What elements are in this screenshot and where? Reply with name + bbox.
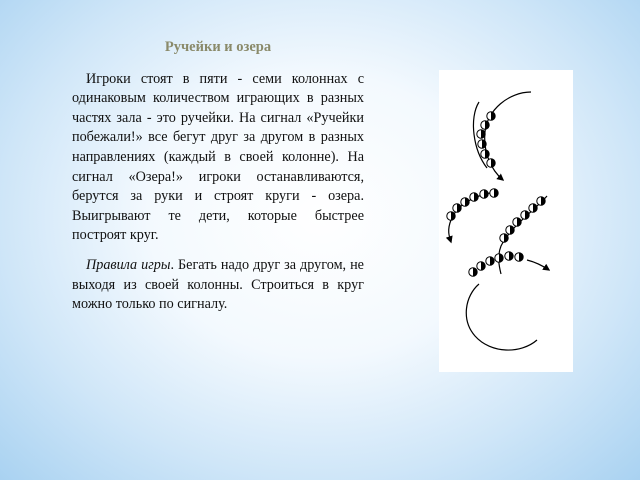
- path-curve-6: [466, 284, 537, 350]
- text-column: [72, 38, 364, 319]
- rules-label: Правила игры: [86, 256, 171, 273]
- path-curve-5: [527, 260, 549, 270]
- rules-text: . Бегать надо друг за другом, не выходя из своей колонны. Строиться в круг можно только по сигналу.: [72, 256, 364, 313]
- game-rules: [72, 256, 364, 315]
- game-diagram-illustration: [439, 70, 573, 372]
- game-description: Игроки стоят в пяти - семи колоннах с одинаковым количеством играющих в разных частях зала - это ручейки. На сигнал «Ручейки побежали!» все бегут друг за другом в разных направлениях (каждый в своей колонне). На сигнал «Озера!» игроки останавливаются, берутся за руки и строят круги - озера. Выигрывают те дети, которые быстрее построят круг.: [72, 70, 364, 244]
- player-column-1: [477, 112, 495, 167]
- slide-title: Ручейки и озера: [164, 39, 272, 55]
- game-diagram: [439, 70, 573, 372]
